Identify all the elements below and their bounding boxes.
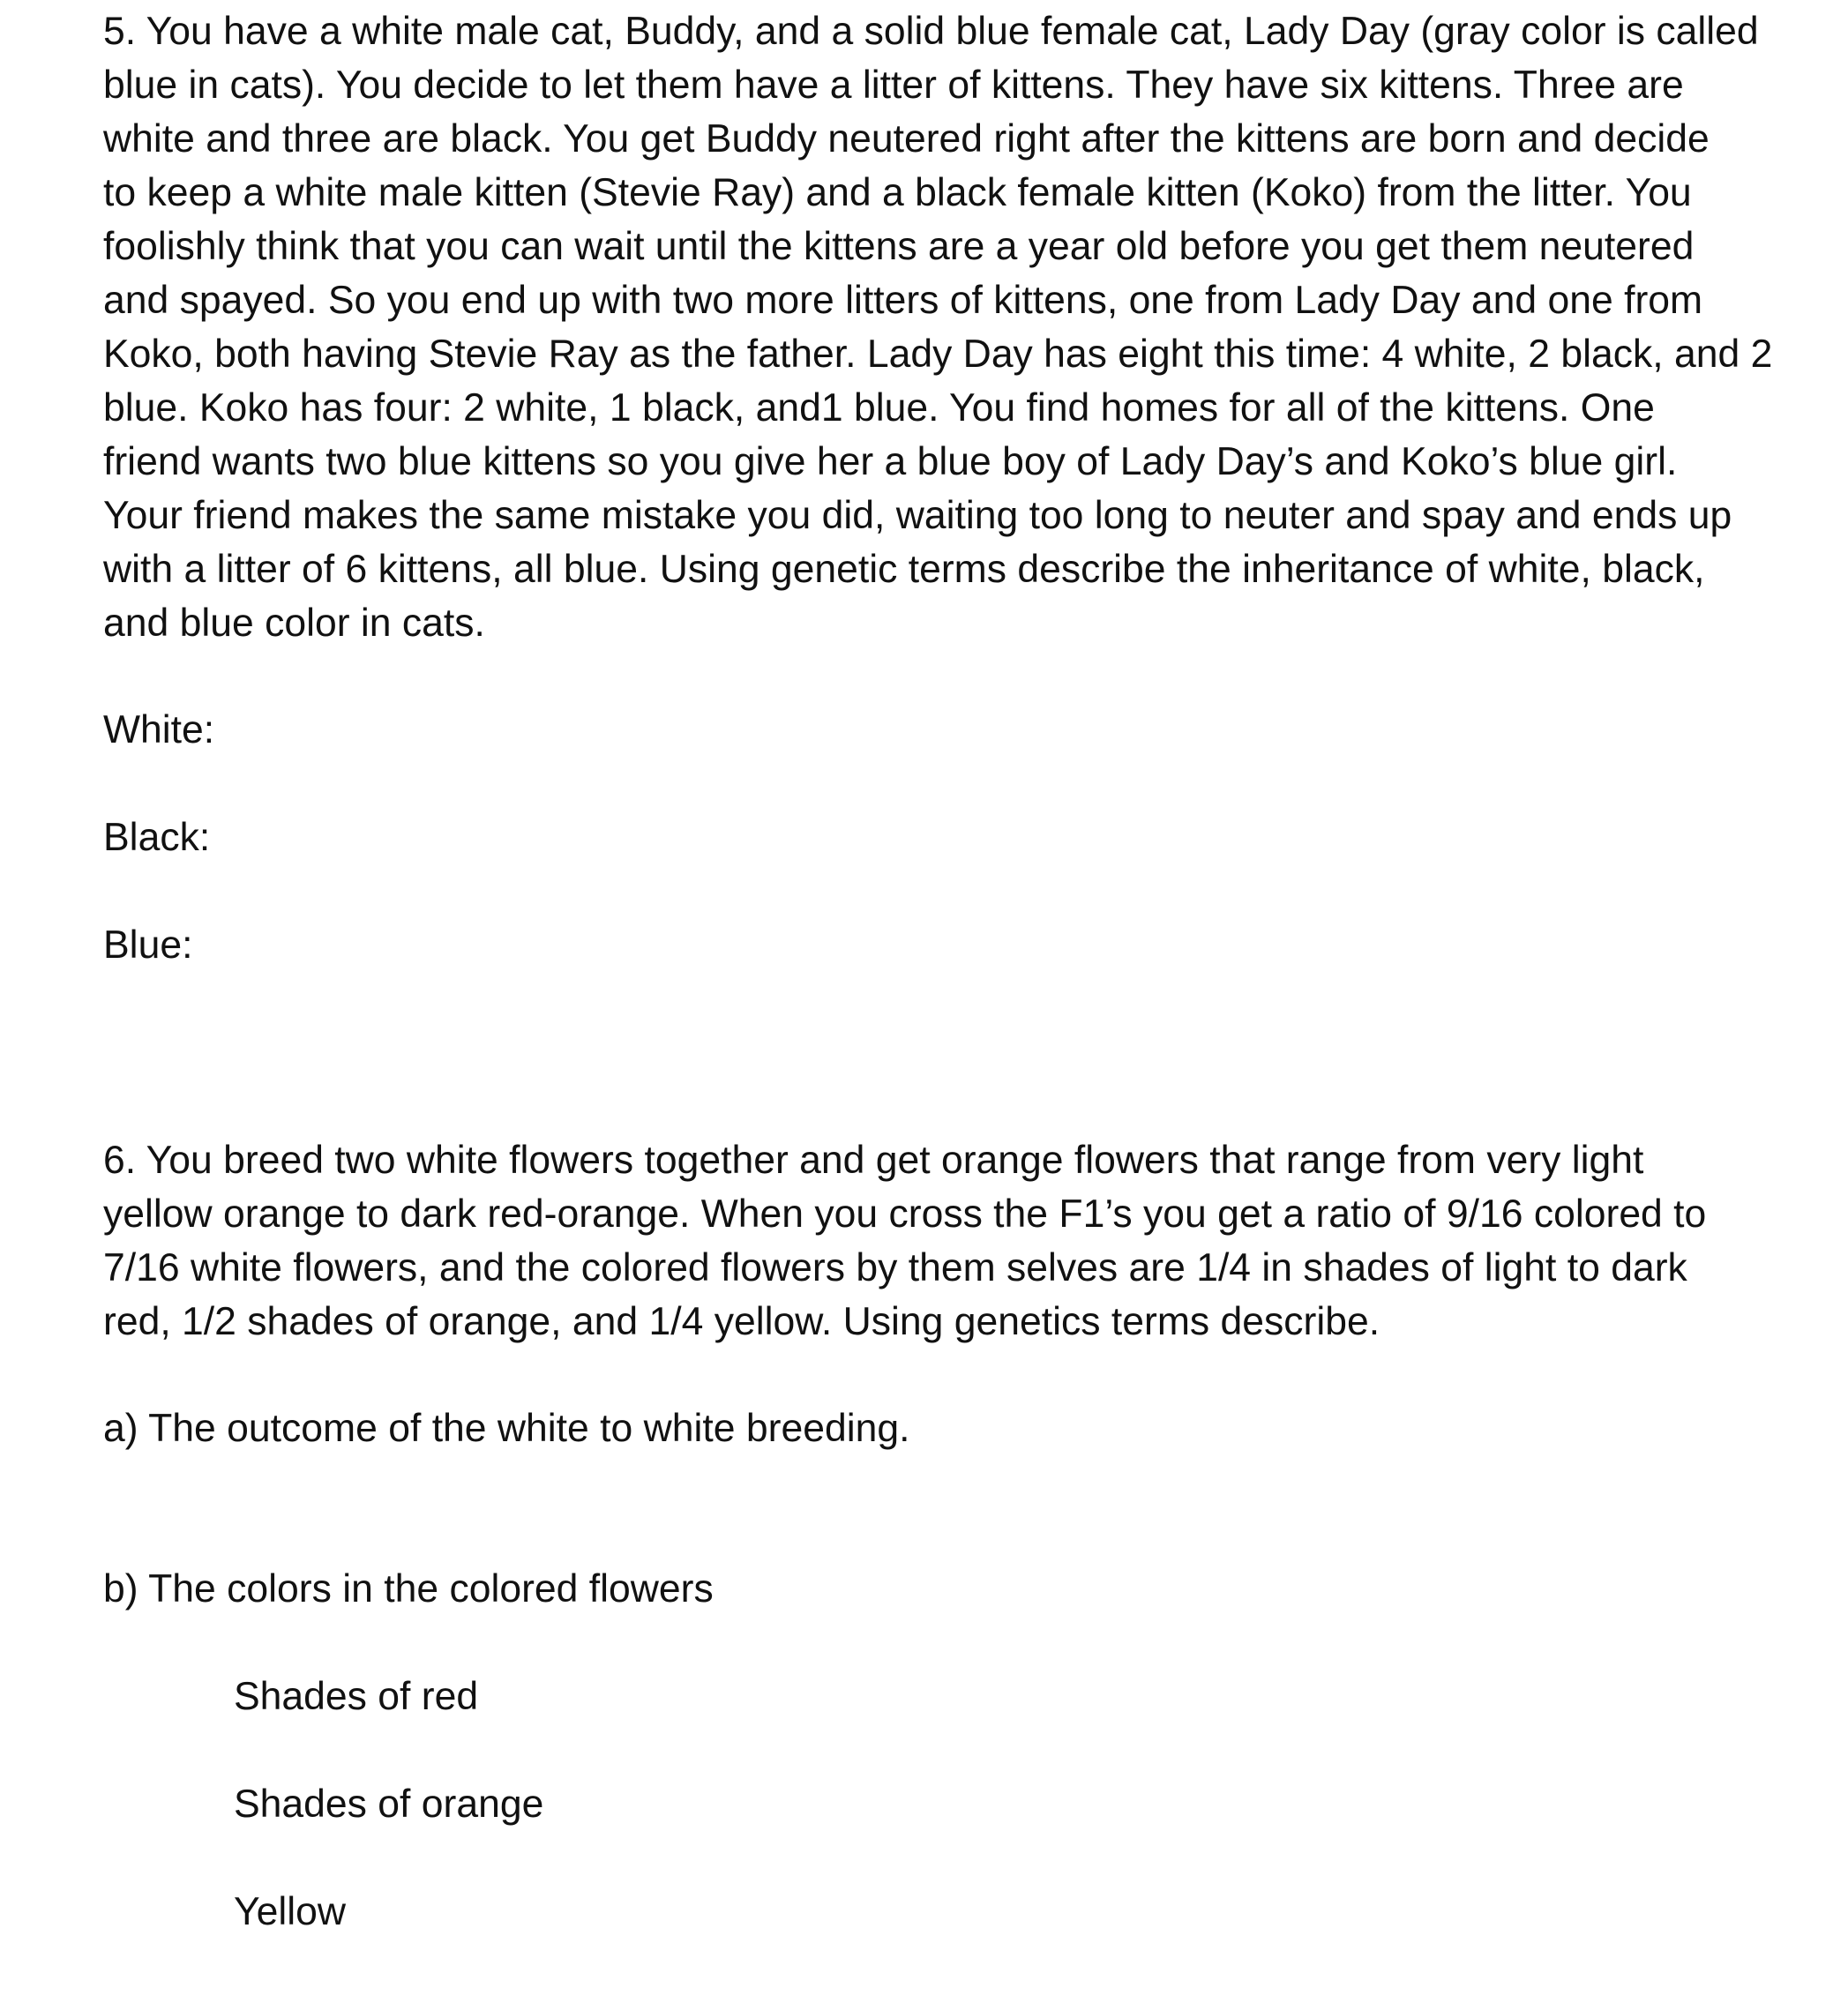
question-5-line: Koko, both having Stevie Ray as the father. Lady Day has eight this time: 4 white, 2 black, and 2: [103, 333, 1773, 376]
question-5-line: 5. You have a white male cat, Buddy, and a solid blue female cat, Lady Day (gray color is called: [103, 10, 1759, 53]
blue-answer-label: Blue:: [103, 923, 193, 967]
question-5-line: friend wants two blue kittens so you give her a blue boy of Lady Day’s and Koko’s blue girl.: [103, 440, 1678, 483]
question-5-line: with a litter of 6 kittens, all blue. Using genetic terms describe the inheritance of white, black,: [103, 548, 1705, 591]
shades-of-orange-label: Shades of orange: [234, 1783, 544, 1826]
question-6-line: yellow orange to dark red-orange. When you cross the F1’s you get a ratio of 9/16 colored to: [103, 1192, 1707, 1236]
question-5-line: and blue color in cats.: [103, 602, 485, 645]
question-6-line: 7/16 white flowers, and the colored flowers by them selves are 1/4 in shades of light to dark: [103, 1246, 1687, 1289]
question-5-text: [103, 4, 1823, 650]
question-5-line: blue. Koko has four: 2 white, 1 black, and1 blue. You find homes for all of the kittens. One: [103, 386, 1655, 430]
question-5-line: Your friend makes the same mistake you did, waiting too long to neuter and spay and ends up: [103, 494, 1732, 537]
question-5-line: foolishly think that you can wait until the kittens are a year old before you get them neutered: [103, 225, 1695, 268]
part-a-prompt: a) The outcome of the white to white breeding.: [103, 1407, 910, 1450]
shades-of-red-label: Shades of red: [234, 1675, 479, 1718]
yellow-label: Yellow: [234, 1890, 347, 1933]
part-b-prompt: b) The colors in the colored flowers: [103, 1567, 714, 1611]
question-6-text: [103, 1133, 1823, 1349]
question-5-line: to keep a white male kitten (Stevie Ray) and a black female kitten (Koko) from the litter. You: [103, 171, 1692, 214]
black-answer-label: Black:: [103, 816, 211, 859]
question-5-line: blue in cats). You decide to let them have a litter of kittens. They have six kittens. Three are: [103, 64, 1684, 107]
question-6-line: red, 1/2 shades of orange, and 1/4 yellow. Using genetics terms describe.: [103, 1300, 1380, 1343]
question-6-line: 6. You breed two white flowers together and get orange flowers that range from very light: [103, 1139, 1644, 1182]
question-5-line: white and three are black. You get Buddy neutered right after the kittens are born and decide: [103, 117, 1710, 161]
question-5-line: and spayed. So you end up with two more litters of kittens, one from Lady Day and one from: [103, 279, 1703, 322]
white-answer-label: White:: [103, 708, 215, 751]
